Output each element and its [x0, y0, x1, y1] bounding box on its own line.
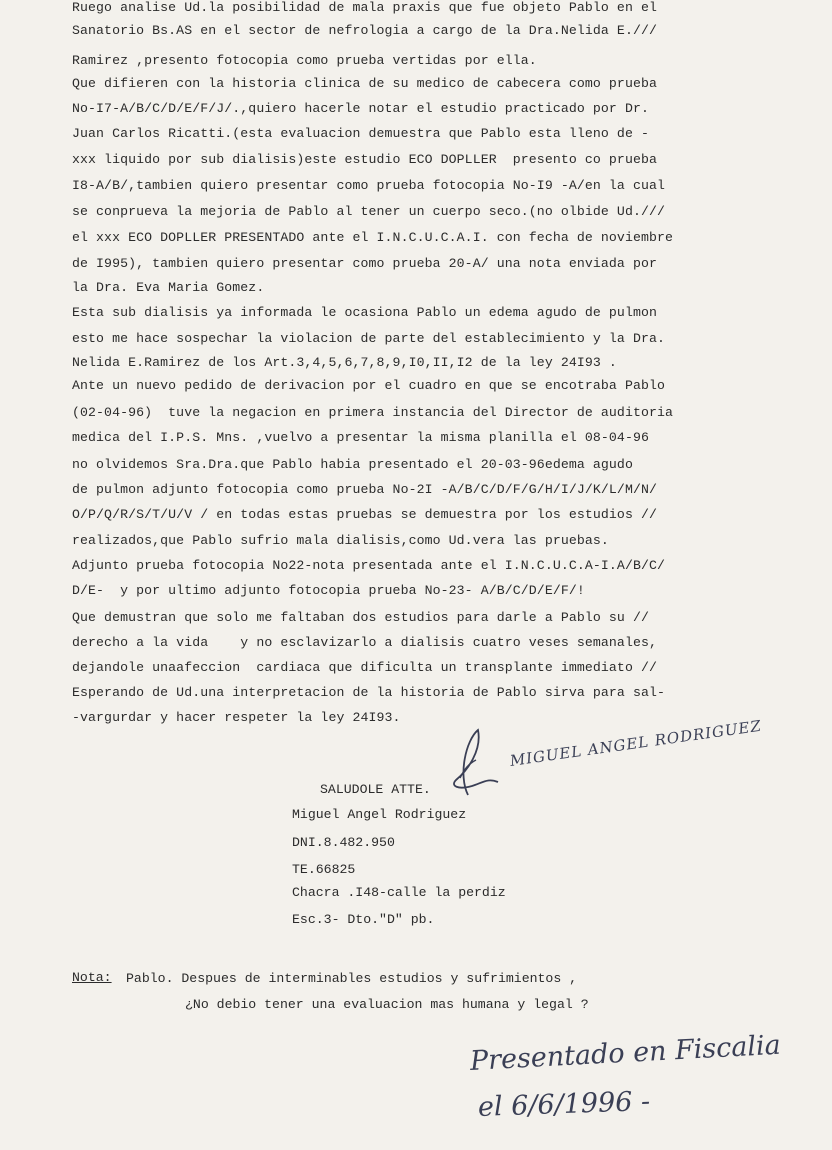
handwritten-fiscalia-line-1: Presentado en Fiscalia [469, 1029, 782, 1077]
letter-line: Ante un nuevo pedido de derivacion por el cuadro en que se encotraba Pablo [72, 378, 666, 393]
letter-line: Esperando de Ud.una interpretacion de la historia de Pablo sirva para sal- [72, 685, 666, 700]
letter-line: realizados,que Pablo sufrio mala dialisis,como Ud.vera las pruebas. [72, 533, 609, 548]
note-label: Nota: [72, 970, 112, 985]
letter-line: Ruego analise Ud.la posibilidad de mala praxis que fue objeto Pablo en el [72, 0, 658, 15]
signature-scribble [438, 720, 518, 800]
letter-line: Que demustran que solo me faltaban dos estudios para darle a Pablo su // [72, 610, 649, 625]
letter-line: Adjunto prueba fotocopia No22-nota presentada ante el I.N.C.U.C.A-I.A/B/C/ [72, 558, 666, 573]
letter-line: Nelida E.Ramirez de los Art.3,4,5,6,7,8,9,I0,II,I2 de la ley 24I93 . [72, 355, 617, 370]
handwritten-signature-name: MIGUEL ANGEL RODRIGUEZ [508, 716, 763, 770]
letter-line: dejandole unaafeccion cardiaca que dificulta un transplante immediato // [72, 660, 658, 675]
letter-line: la Dra. Eva Maria Gomez. [72, 280, 265, 295]
closing-greeting: SALUDOLE ATTE. [320, 782, 431, 797]
letter-line: No-I7-A/B/C/D/E/F/J/.,quiero hacerle notar el estudio practicado por Dr. [72, 101, 649, 116]
letter-line: derecho a la vida y no esclavizarlo a dialisis cuatro veses semanales, [72, 635, 658, 650]
letter-line: Juan Carlos Ricatti.(esta evaluacion demuestra que Pablo esta lleno de - [72, 126, 649, 141]
letter-line: (02-04-96) tuve la negacion en primera instancia del Director de auditoria [72, 405, 674, 420]
letter-line: xxx liquido por sub dialisis)este estudio ECO DOPLLER presento co prueba [72, 152, 658, 167]
letter-line: se conprueva la mejoria de Pablo al tener un cuerpo seco.(no olbide Ud./// [72, 204, 666, 219]
letter-line: medica del I.P.S. Mns. ,vuelvo a presentar la misma planilla el 08-04-96 [72, 430, 649, 445]
handwritten-fiscalia-line-2: el 6/6/1996 - [477, 1086, 651, 1123]
letter-line: O/P/Q/R/S/T/U/V / en todas estas pruebas se demuestra por los estudios // [72, 507, 658, 522]
closing-phone: TE.66825 [292, 862, 356, 877]
letter-line: el xxx ECO DOPLLER PRESENTADO ante el I.N.C.U.C.A.I. con fecha de noviembre [72, 230, 674, 245]
letter-line: Esta sub dialisis ya informada le ocasiona Pablo un edema agudo de pulmon [72, 305, 658, 320]
letter-line: esto me hace sospechar la violacion de parte del establecimiento y la Dra. [72, 331, 666, 346]
letter-line: I8-A/B/,tambien quiero presentar como prueba fotocopia No-I9 -A/en la cual [72, 178, 666, 193]
closing-name: Miguel Angel Rodriguez [292, 807, 467, 822]
letter-line: Ramirez ,presento fotocopia como prueba vertidas por ella. [72, 53, 537, 68]
note-line-1: Pablo. Despues de interminables estudios y sufrimientos , [126, 971, 578, 986]
letter-line: de pulmon adjunto fotocopia como prueba No-2I -A/B/C/D/F/G/H/I/J/K/L/M/N/ [72, 482, 658, 497]
letter-line: de I995), tambien quiero presentar como prueba 20-A/ una nota enviada por [72, 256, 658, 271]
letter-line: no olvidemos Sra.Dra.que Pablo habia presentado el 20-03-96edema agudo [72, 457, 633, 472]
letter-line: -vargurdar y hacer respeter la ley 24I93. [72, 710, 401, 725]
letter-line: Que difieren con la historia clinica de su medico de cabecera como prueba [72, 76, 658, 91]
letter-line: Sanatorio Bs.AS en el sector de nefrologia a cargo de la Dra.Nelida E./// [72, 23, 658, 38]
letter-line: D/E- y por ultimo adjunto fotocopia prueba No-23- A/B/C/D/E/F/! [72, 583, 585, 598]
closing-apartment: Esc.3- Dto."D" pb. [292, 912, 435, 927]
note-line-2: ¿No debio tener una evaluacion mas humana y legal ? [185, 997, 589, 1012]
closing-dni: DNI.8.482.950 [292, 835, 395, 850]
closing-address: Chacra .I48-calle la perdiz [292, 885, 506, 900]
